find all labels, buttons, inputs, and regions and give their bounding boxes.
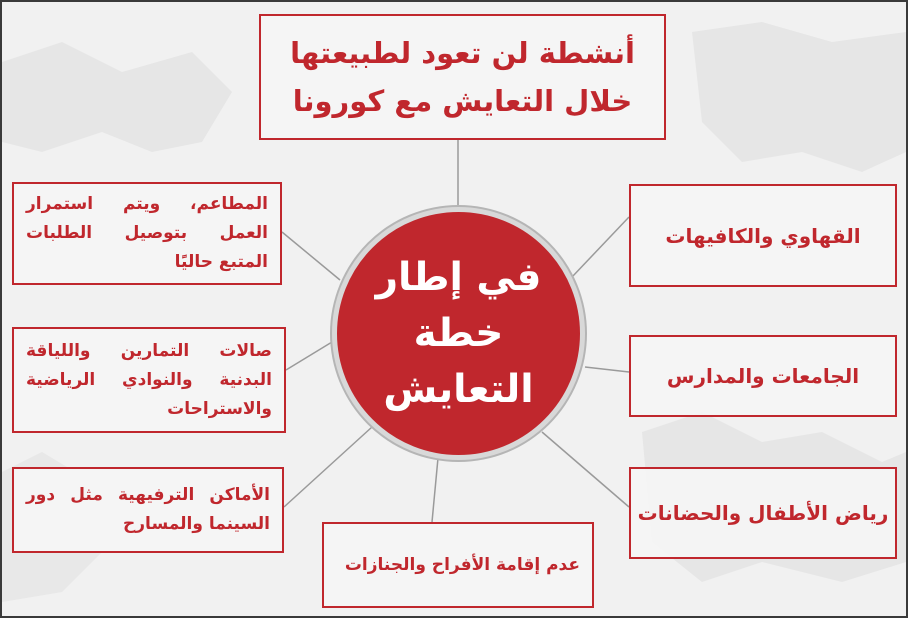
connector-left-1 xyxy=(282,232,340,280)
connector-right-2 xyxy=(585,367,629,372)
item-weddings-funerals xyxy=(322,522,594,608)
item-gyms xyxy=(12,327,286,433)
item-kindergartens-label: رياض الأطفال والحضانات xyxy=(637,501,889,525)
item-restaurants-label: المطاعم، ويتم استمرار العمل بتوصيل الطلبات المتبع حاليًا xyxy=(26,194,268,272)
item-weddings-funerals-label: عدم إقامة الأفراح والجنازات xyxy=(344,554,580,575)
item-restaurants xyxy=(12,182,282,285)
center-text: في إطار خطة التعايش xyxy=(375,254,542,412)
center-circle xyxy=(332,207,585,460)
item-entertainment xyxy=(12,467,284,553)
item-universities-schools xyxy=(629,335,897,417)
item-universities-schools-label: الجامعات والمدارس xyxy=(666,364,860,388)
item-cafes-label: القهاوي والكافيهات xyxy=(665,223,861,248)
connector-right-1 xyxy=(572,217,629,277)
title-box xyxy=(259,14,666,140)
connector-bottom xyxy=(432,458,438,522)
item-entertainment-label: الأماكن الترفيهية مثل دور السينما والمسارح xyxy=(26,485,270,534)
item-kindergartens xyxy=(629,467,897,559)
connector-left-3 xyxy=(284,427,372,507)
title-text: أنشطة لن تعود لطبيعتها خلال التعايش مع كورونا xyxy=(290,36,635,118)
item-gyms-label: صالات التمارين واللياقة البدنية والنوادي الرياضية والاستراحات xyxy=(26,340,272,419)
connector-left-2 xyxy=(286,342,332,370)
connector-right-3 xyxy=(542,432,629,507)
item-cafes xyxy=(629,184,897,287)
